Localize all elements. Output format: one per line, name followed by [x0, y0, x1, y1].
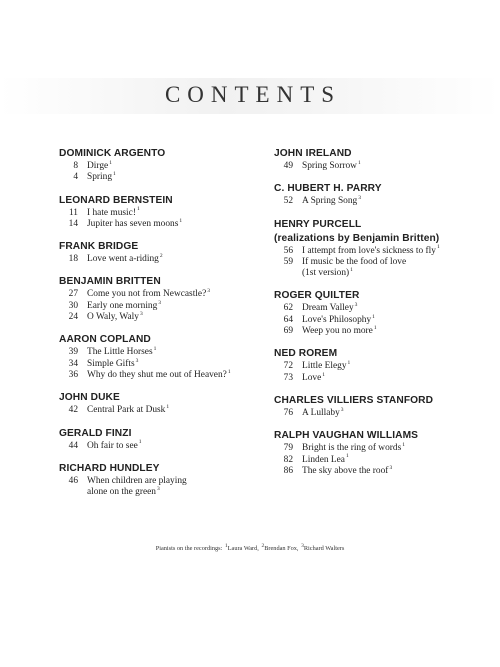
pianist-footnote-marker: 1 [357, 159, 361, 166]
page-number: 46 [68, 475, 78, 486]
song-entry [59, 312, 259, 323]
composer-section [59, 194, 259, 231]
pianist-footnote-marker: 3 [207, 288, 210, 295]
song-title-text: Dream Valley [302, 303, 354, 314]
footnote-prefix: Pianists on the recordings: [155, 545, 223, 552]
song-title-text: Central Park at Dusk [87, 405, 166, 416]
song-entry [274, 315, 489, 326]
song-title-text: Love [302, 372, 322, 383]
composer-name: CHARLES VILLIERS STANFORD [274, 394, 434, 406]
song-entry [274, 257, 489, 268]
song-title [87, 312, 143, 323]
song-title-text: O Waly, Waly [87, 312, 139, 323]
song-title-text: I hate music! [87, 207, 136, 218]
pianist-footnote-marker: 1 [373, 324, 377, 331]
composer-section [274, 347, 489, 384]
pianist-footnote-marker: 3 [354, 302, 358, 309]
song-title [87, 487, 160, 498]
page-number: 49 [283, 161, 293, 171]
song-title [302, 246, 440, 257]
composer-name: BENJAMIN BRITTEN [59, 276, 161, 288]
song-title [87, 219, 182, 230]
song-title [87, 289, 210, 300]
song-entry [274, 196, 489, 207]
composer-name: LEONARD BERNSTEIN [59, 194, 173, 206]
page-number: 24 [68, 312, 78, 323]
page-number: 64 [283, 314, 293, 325]
pianist-footnote-marker: 2 [159, 253, 163, 260]
song-entry [59, 405, 259, 416]
song-title [87, 370, 231, 381]
page-number: 52 [283, 196, 293, 207]
song-title-text: Bright is the ring of words [302, 443, 402, 454]
song-title [302, 268, 353, 279]
song-entry [274, 161, 489, 172]
page-number: 14 [68, 218, 78, 229]
pianist-footnote-marker: 1 [113, 171, 116, 178]
composer-name: JOHN IRELAND [274, 148, 352, 159]
song-entry [59, 301, 259, 312]
page-number: 18 [68, 254, 78, 265]
footnote-pianist: Richard Walters [303, 545, 345, 552]
page-number: 86 [283, 465, 293, 476]
page-number: 39 [68, 347, 78, 358]
song-title [87, 347, 156, 358]
song-title [87, 208, 140, 219]
page-number: 76 [283, 407, 293, 418]
pianist-footnote-marker: 1 [347, 360, 351, 367]
song-entry [274, 466, 489, 477]
page-number: 42 [68, 405, 78, 416]
song-title [87, 441, 142, 452]
composer-name: C. HUBERT H. PARRY [274, 183, 382, 195]
song-entry [274, 303, 489, 314]
composer-section [274, 147, 489, 172]
song-entry [274, 443, 489, 454]
pianist-footnote-marker: 1 [138, 439, 142, 446]
composer-name: ROGER QUILTER [274, 290, 360, 302]
song-title [87, 254, 163, 265]
song-entry [59, 487, 259, 498]
composer-section [59, 333, 259, 381]
pianist-footnote-marker: 3 [358, 195, 361, 202]
song-title [87, 172, 116, 183]
page-number: 59 [283, 256, 293, 267]
song-entry [274, 373, 489, 384]
song-entry [59, 370, 259, 381]
pianist-footnote-marker: 3 [139, 310, 143, 317]
composer-name: RALPH VAUGHAN WILLIAMS [274, 430, 419, 442]
composer-section [274, 429, 489, 477]
composer-section [274, 394, 489, 419]
page-number: 82 [283, 454, 293, 465]
song-title-text: Spring [87, 172, 113, 183]
pianist-footnote-marker: 1 [402, 442, 405, 449]
song-title-text: The sky above the roof [302, 465, 389, 476]
pianists-footnote: Pianists on the recordings: $^1$Laura Ward, $^2$Brendan Fox, $^3$Richard Walters [155, 542, 345, 552]
song-title [302, 361, 350, 372]
page-number: 62 [283, 303, 293, 314]
composer-name: HENRY PURCELL [274, 218, 362, 230]
composer-name-subtitle: (realizations by Benjamin Britten) [274, 232, 440, 244]
song-title [302, 257, 406, 268]
contents-column-left [59, 147, 259, 508]
song-title [302, 161, 361, 172]
song-entry [274, 361, 489, 372]
composer-name: DOMINICK ARGENTO [59, 148, 166, 159]
song-title-text: A Lullaby [302, 407, 340, 418]
song-title-text: Oh fair to see [87, 440, 138, 451]
composer-name: RICHARD HUNDLEY [59, 462, 160, 474]
composer-name: GERALD FINZI [59, 427, 132, 439]
song-title-text: If music be the food of love [302, 256, 407, 267]
song-entry [274, 408, 489, 419]
song-title-text: Love's Philosophy [302, 314, 372, 325]
composer-section [274, 289, 489, 337]
song-title [302, 373, 325, 384]
footnote-num: 3 [301, 542, 304, 549]
pianist-footnote-marker: 3 [156, 486, 160, 493]
composer-name: FRANK BRIDGE [59, 241, 139, 253]
page-number: 8 [73, 161, 78, 171]
song-title-text: When children are playing [87, 475, 187, 486]
pianist-footnote-marker: 1 [166, 404, 170, 411]
song-title [302, 455, 349, 466]
pianist-footnote-marker: 1 [109, 159, 112, 166]
page-number: 27 [68, 289, 78, 300]
song-title [87, 161, 112, 172]
song-entry [274, 455, 489, 466]
song-title [87, 476, 187, 487]
composer-section [59, 240, 259, 265]
composer-section [59, 427, 259, 452]
composer-name: NED ROREM [274, 348, 338, 360]
page-number: 79 [283, 443, 293, 454]
song-title-text: Simple Gifts [87, 358, 135, 369]
song-entry [59, 208, 259, 219]
song-title-text: A Spring Song [302, 196, 358, 207]
page-number: 30 [68, 300, 78, 311]
song-title-text: Why do they shut me out of Heaven? [87, 369, 227, 380]
song-title-text: I attempt from love's sickness to fly [302, 245, 436, 256]
song-title [87, 359, 138, 370]
song-title [302, 326, 377, 337]
song-entry [274, 326, 489, 337]
song-title [87, 301, 161, 312]
footnote-pianist: Laura Ward [227, 545, 258, 552]
song-title [302, 408, 344, 419]
page-title: CONTENTS [164, 82, 342, 107]
pianist-footnote-marker: 1 [372, 313, 375, 320]
song-title-text: Love went a-riding [87, 254, 159, 265]
pianist-footnote-marker: 1 [179, 217, 183, 224]
song-entry [59, 172, 259, 183]
pianist-footnote-marker: 3 [340, 406, 344, 413]
page-number: 69 [283, 326, 293, 337]
footnote-num: 1 [224, 542, 228, 549]
pianist-footnote-marker: 1 [322, 371, 326, 378]
song-title [302, 303, 357, 314]
page-number: 36 [68, 369, 78, 380]
pianist-footnote-marker: 3 [389, 464, 393, 471]
song-entry [59, 161, 259, 172]
song-title-text: Come you not from Newcastle? [87, 289, 207, 300]
song-title [87, 405, 169, 416]
pianist-footnote-marker: 1 [136, 206, 140, 213]
song-entry [59, 254, 259, 265]
composer-section [59, 462, 259, 499]
song-title [302, 196, 361, 207]
song-title-text: Linden Lea [302, 454, 345, 465]
song-entry [274, 268, 489, 279]
contents-column-right [274, 147, 489, 487]
song-entry [59, 441, 259, 452]
song-title-text: (1st version) [302, 268, 350, 279]
page-number: 44 [68, 440, 78, 451]
song-title-text: Weep you no more [302, 326, 373, 337]
page-number: 56 [283, 245, 293, 256]
pianist-footnote-marker: 1 [350, 267, 353, 274]
song-title-text: Jupiter has seven moons [87, 218, 179, 229]
composer-section [274, 182, 489, 207]
page-number: 11 [68, 207, 78, 218]
song-title [302, 315, 375, 326]
footnote-pianist: Brendan Fox [264, 545, 297, 552]
pianist-footnote-marker: 3 [158, 299, 162, 306]
page-number: 34 [68, 358, 78, 369]
song-entry [59, 219, 259, 230]
song-title-text: Little Elegy [302, 361, 347, 372]
page-number: 73 [283, 372, 293, 383]
song-title-text: Early one morning [87, 300, 158, 311]
song-title-text: Dirge [87, 161, 109, 171]
composer-section [274, 218, 489, 280]
pianist-footnote-marker: 1 [345, 453, 349, 460]
song-title [302, 443, 405, 454]
page-number: 72 [283, 361, 293, 372]
page-number: 4 [73, 172, 78, 183]
composer-section [59, 275, 259, 323]
composer-section [59, 391, 259, 416]
song-entry [274, 246, 489, 257]
page-number [274, 268, 293, 279]
pianist-footnote-marker: 3 [135, 357, 139, 364]
footnote-num: 2 [261, 542, 265, 549]
page-number [59, 487, 78, 498]
song-title-text: Spring Sorrow [302, 161, 357, 171]
song-title [302, 466, 392, 477]
pianist-footnote-marker: 1 [227, 368, 231, 375]
composer-name: AARON COPLAND [59, 334, 151, 346]
composer-section [59, 147, 259, 184]
song-entry [59, 347, 259, 358]
composer-name: JOHN DUKE [59, 392, 120, 404]
pianist-footnote-marker: 1 [436, 244, 440, 251]
song-title-text: The Little Horses [87, 347, 153, 358]
song-title-text: alone on the green [87, 487, 156, 498]
pianist-footnote-marker: 1 [153, 346, 157, 353]
